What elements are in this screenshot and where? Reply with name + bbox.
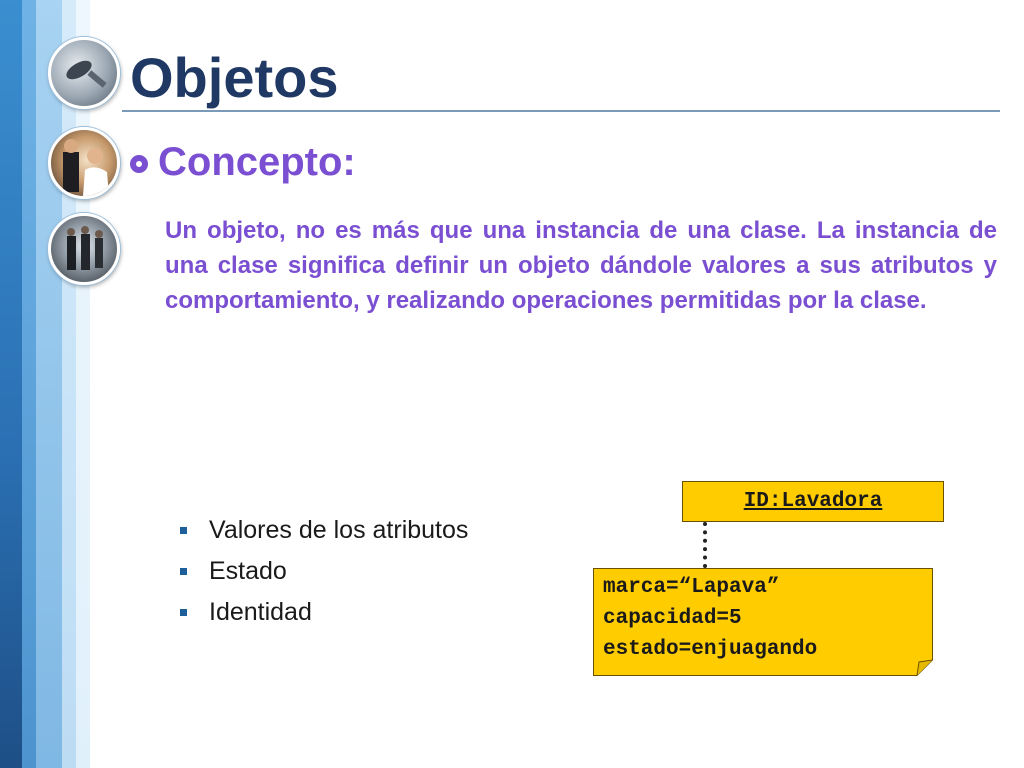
photo-circle-business-people [48,127,120,199]
decorative-side-band [0,0,120,768]
bullet-list [180,510,468,633]
list-item [180,551,468,592]
title-divider [122,110,1000,112]
object-id-label: ID:Lavadora [743,490,883,513]
concept-paragraph: Un objeto, no es más que una instancia de una clase. La instancia de una clase significa definir un objeto dándole valores a sus atributos y comportamiento, y realizando operaciones permitidas por la clase. [165,217,997,314]
photo-circle-tools [48,37,120,109]
list-item-label: Identidad [209,598,312,626]
concept-heading-row [130,140,356,185]
bullet-ring-icon [130,155,148,173]
square-bullet-icon [180,527,187,534]
attribute-line: estado=enjuagando [603,638,818,661]
list-item-label: Valores de los atributos [209,516,469,544]
list-item [180,510,468,551]
square-bullet-icon [180,568,187,575]
list-item [180,592,468,633]
dotted-connector [703,522,707,568]
photo-circle-walking-people [48,213,120,285]
square-bullet-icon [180,609,187,616]
slide-title: Objetos [130,46,339,109]
object-id-box [682,481,944,522]
list-item-label: Estado [209,557,287,585]
attribute-line: marca=“Lapava” [603,576,780,599]
concept-heading: Concepto: [158,140,356,184]
attributes-note-box [593,568,933,676]
attribute-line: capacidad=5 [603,607,742,630]
